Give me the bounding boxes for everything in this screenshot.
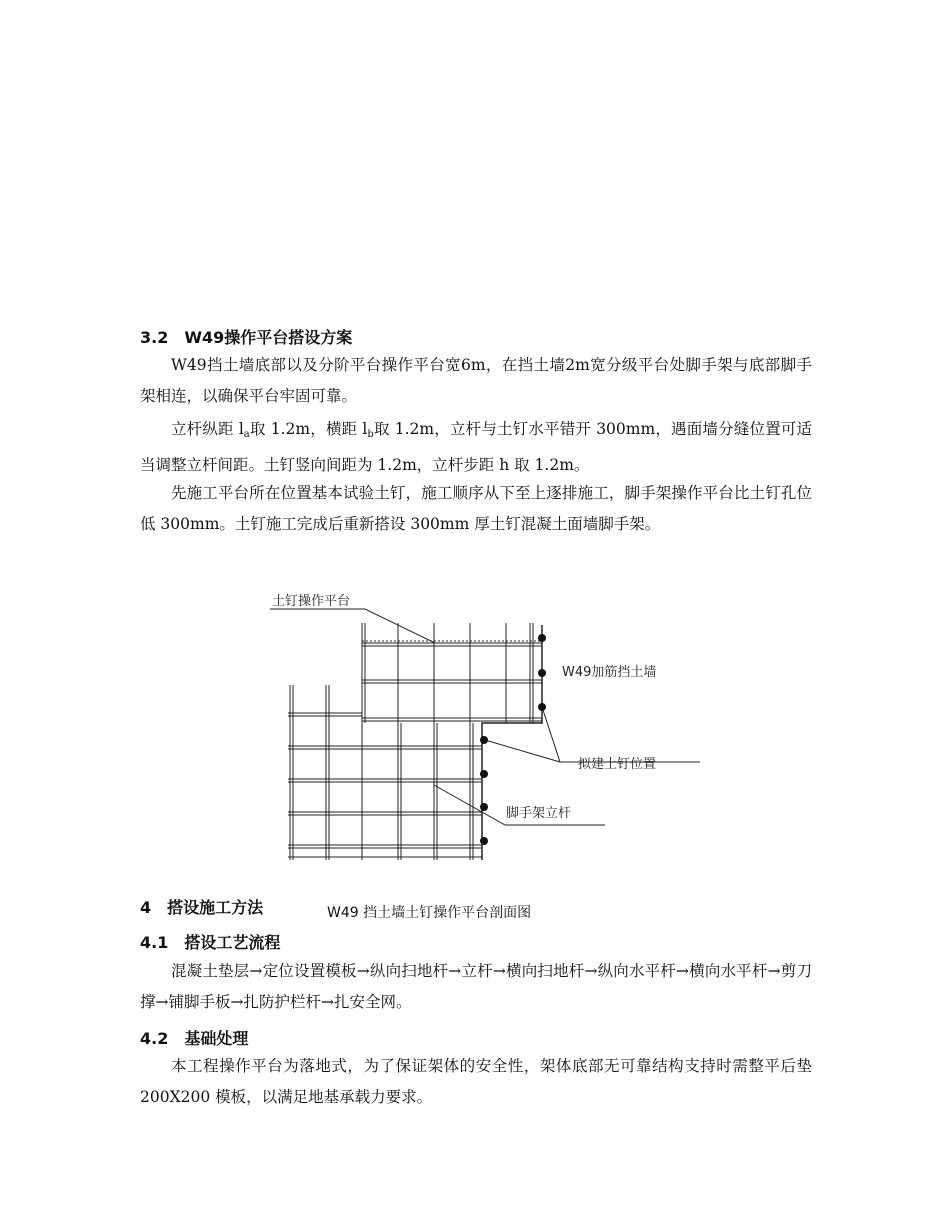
platform-section-drawing: [260, 585, 710, 870]
section-4-heading: [140, 895, 279, 918]
paragraph-process-flow: 混凝土垫层→定位设置模板→纵向扫地杆→立杆→横向扫地杆→纵向水平杆→横向水平杆→剪刀撑→铺脚手板→扎防护栏杆→扎安全网。: [140, 962, 812, 1011]
section-4-1-heading: [140, 930, 296, 953]
label-nail-position: 拟建土钉位置: [578, 757, 657, 772]
paragraph-foundation: 本工程操作平台为落地式，为了保证架体的安全性，架体底部无可靠结构支持时需整平后垫 200X200 模板，以满足地基承载力要求。: [140, 1057, 812, 1106]
paragraph-construction-order: 先施工平台所在位置基本试验土钉，施工顺序从下至上逐排施工，脚手架操作平台比土钉孔位低 300mm。土钉施工完成后重新搭设 300mm 厚土钉混凝土面墙脚手架。: [140, 484, 812, 533]
section-number: 4: [140, 898, 152, 917]
section-title: W49操作平台搭设方案: [184, 328, 353, 347]
section-3-2-heading: [140, 325, 368, 348]
label-retaining-wall: W49加筋挡土墙: [562, 665, 657, 680]
section-4-2-heading: [140, 1026, 264, 1049]
section-title: 搭设施工方法: [167, 898, 264, 917]
paragraph-platform-width: W49挡土墙底部以及分阶平台操作平台宽6m，在挡土墙2m宽分级平台处脚手架与底部脚手架相连，以确保平台牢固可靠。: [140, 356, 812, 405]
label-nail-platform: 土钉操作平台: [272, 594, 351, 609]
label-scaffold-pole: 脚手架立杆: [506, 806, 572, 821]
section-number: 4.2: [140, 1029, 169, 1048]
section-title: 搭设工艺流程: [184, 933, 281, 952]
paragraph-pole-spacing: 立杆纵距 $l_a$取 1.2m，横距 $l_b$取 1.2m，立杆与土钉水平错开 300mm，遇面墙分缝位置可适当调整立杆间距。土钉竖向间距为 1.2m，立杆步距 h 取 1.2m。: [140, 420, 812, 474]
section-number: 3.2: [140, 328, 169, 347]
section-number: 4.1: [140, 933, 169, 952]
figure-caption: W49 挡土墙土钉操作平台剖面图: [327, 905, 532, 921]
section-title: 基础处理: [184, 1029, 249, 1048]
